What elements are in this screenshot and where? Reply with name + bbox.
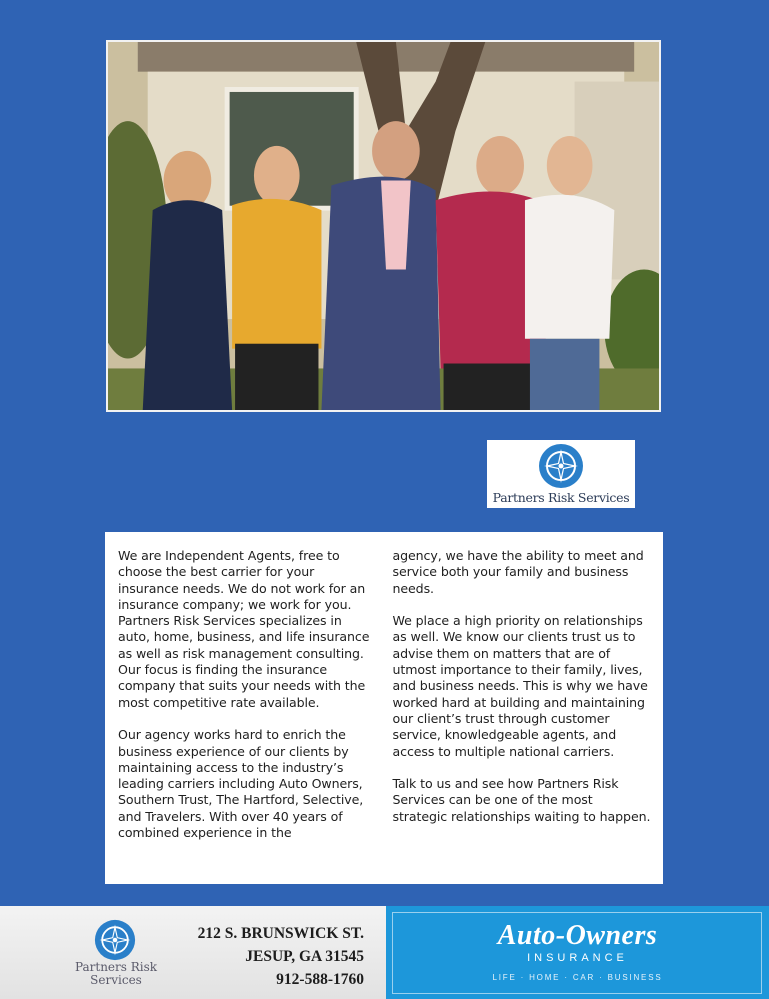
about-text-panel xyxy=(105,532,663,884)
team-photo xyxy=(106,40,661,412)
carrier-subtitle: INSURANCE xyxy=(527,952,628,964)
carrier-tagline: LIFE · HOME · CAR · BUSINESS xyxy=(492,973,663,982)
compass-logo-icon xyxy=(538,443,584,489)
team-photo-illustration xyxy=(108,42,659,410)
street-address: 212 S. BRUNSWICK ST. xyxy=(197,925,364,942)
agency-logo-card xyxy=(487,440,635,508)
footer-brand-line2: Services xyxy=(90,973,142,987)
text-column-left xyxy=(118,548,377,884)
footer-address xyxy=(198,922,364,991)
paragraph: We are Independent Agents, free to choose the best carrier for your insurance needs. We do not work for an insurance company; we work for you. Partners Risk Services specializes in auto, home, business, and life insurance as well as risk management consulting. Our focus is finding the insurance company that suits your needs with the most competitive rate available. xyxy=(118,548,370,710)
paragraph: Our agency works hard to enrich the business experience of our clients by maintaining access to the industry’s leading carriers including Auto Owners, Southern Trust, The Hartford, Selective, and Travelers. With over 40 years of combined experience in the xyxy=(118,727,364,841)
carrier-banner xyxy=(386,906,769,999)
city-state-zip: JESUP, GA 31545 xyxy=(245,948,364,965)
footer-brand-line1: Partners Risk xyxy=(74,960,158,974)
compass-logo-icon xyxy=(94,919,136,961)
footer-agency-info xyxy=(0,906,386,999)
text-column-right xyxy=(393,548,652,884)
footer-brand-name xyxy=(70,961,162,987)
paragraph: agency, we have the ability to meet and service both your family and business needs. xyxy=(392,548,644,596)
phone-number: 912-588-1760 xyxy=(276,971,364,988)
paragraph: We place a high priority on relationships as well. We know our clients trust us to advise them on matters that are of utmost importance to their family, lives, and business needs. This is why we have worked hard at building and maintaining our client’s trust through customer service, knowledgeable agents, and access to multiple national carriers. xyxy=(392,613,648,759)
agency-logo-text: Partners Risk Services xyxy=(492,490,630,505)
carrier-logo-text: Auto-Owners xyxy=(497,920,658,951)
paragraph: Talk to us and see how Partners Risk Services can be one of the most strategic relationships waiting to happen. xyxy=(392,776,651,824)
